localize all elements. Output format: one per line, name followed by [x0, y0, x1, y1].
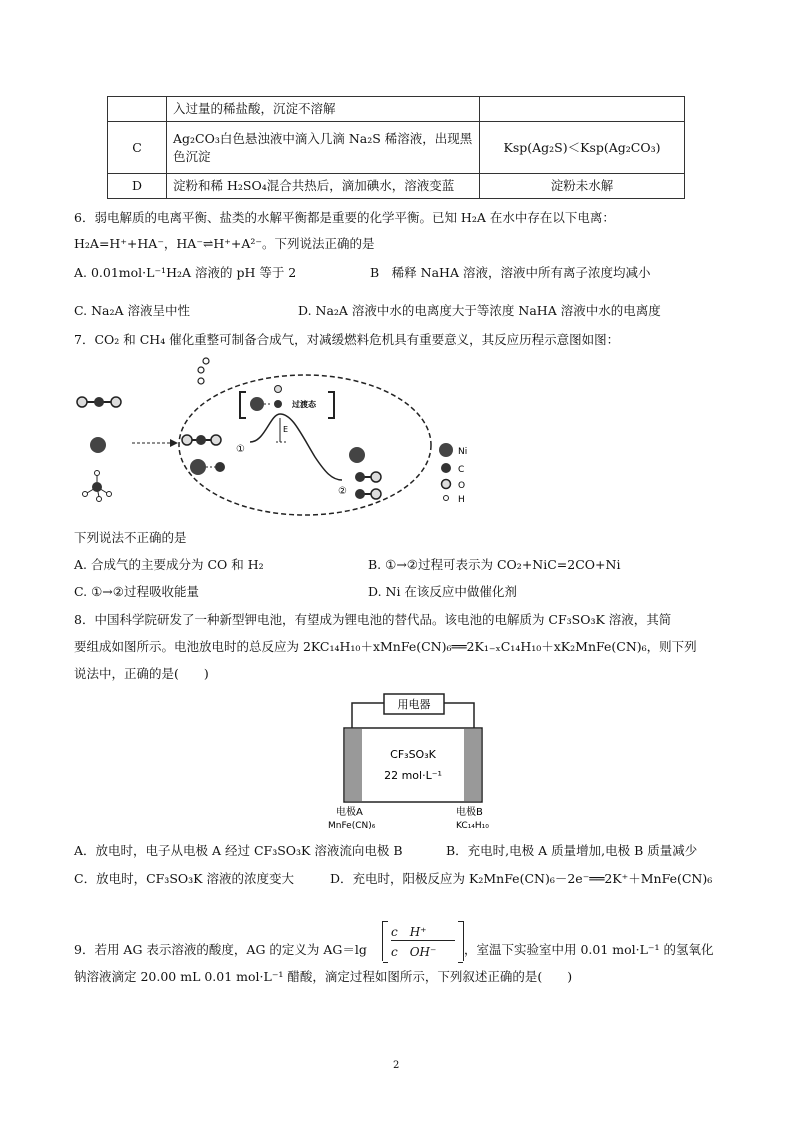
- electrode-b-label: 电极B: [456, 807, 483, 818]
- q6-option-b: B 稀释 NaHA 溶液，溶液中所有离子浓度均减小: [370, 265, 651, 280]
- co2-molecule: [77, 397, 121, 407]
- energy-label: E: [283, 425, 289, 434]
- step1-species: [182, 435, 225, 475]
- electrode-a-material: MnFe(CN)₆: [328, 821, 376, 831]
- q8-stem-line1: 8．中国科学院研发了一种新型钾电池，有望成为锂电池的替代品。该电池的电解质为 CF₃SO₃K 溶液，其简: [74, 612, 672, 627]
- h-atom: [198, 367, 204, 373]
- table-cell-experiment: 入过量的稀盐酸，沉淀不溶解: [167, 97, 480, 122]
- circuit-wire: [444, 703, 474, 728]
- electrode-b-material: KC₁₄H₁₀: [456, 821, 489, 831]
- q8-option-c: C．放电时，CF₃SO₃K 溶液的浓度变大: [74, 871, 294, 886]
- table-cell-conclusion: [480, 97, 685, 122]
- step2-label: ②: [338, 486, 347, 497]
- q7-option-c: C. ①→②过程吸收能量: [74, 584, 199, 599]
- q6-stem-line2: H₂A=H⁺+HA⁻，HA⁻⇌H⁺+A²⁻。下列说法正确的是: [74, 236, 375, 251]
- q6-stem-line1: 6．弱电解质的电离平衡、盐类的水解平衡都是重要的化学平衡。已知 H₂A 在水中存在以下电离：: [74, 210, 615, 225]
- electrode-b: [464, 729, 481, 801]
- q6-option-a: A. 0.01mol·L⁻¹H₂A 溶液的 pH 等于 2: [74, 265, 297, 280]
- table-cell-conclusion: Ksp(Ag₂S)＜Ksp(Ag₂CO₃): [480, 122, 685, 174]
- transition-state-label: 过渡态: [292, 400, 316, 409]
- ni-atom: [90, 437, 106, 453]
- battery-diagram: [320, 692, 510, 832]
- table-row: [108, 122, 685, 174]
- table-row: [108, 174, 685, 199]
- q8-option-d: D．充电时，阳极反应为 K₂MnFe(CN)₆－2e⁻══2K⁺＋MnFe(CN)₆: [330, 871, 713, 886]
- electrode-a: [345, 729, 362, 801]
- table-cell-label: [108, 97, 167, 122]
- q7-option-b: B. ①→②过程可表示为 CO₂+NiC=2CO+Ni: [368, 557, 621, 572]
- reaction-mechanism-figure: [70, 352, 490, 522]
- h-atom: [198, 378, 204, 384]
- q6-option-d: D. Na₂A 溶液中水的电离度大于等浓度 NaHA 溶液中水的电离度: [298, 303, 661, 318]
- q9-fraction-numerator: c H⁺: [391, 925, 427, 939]
- atom-legend: [439, 443, 467, 505]
- circuit-wire: [352, 703, 384, 728]
- energy-curve: [250, 414, 342, 480]
- q9-stem-line1b: ，室温下实验室中用 0.01 mol·L⁻¹ 的氢氧化: [464, 942, 714, 957]
- table-cell-label: D: [108, 174, 167, 199]
- page-number: 2: [393, 1060, 400, 1071]
- q9-stem-line2: 钠溶液滴定 20.00 mL 0.01 mol·L⁻¹ 醋酸，滴定过程如图所示，下列叙述正确的是( ): [74, 969, 573, 984]
- q7-question: 下列说法不正确的是: [74, 530, 187, 545]
- load-device-label: 用电器: [397, 698, 431, 711]
- q8-stem-line2: 要组成如图所示。电池放电时的总反应为 2KC₁₄H₁₀＋xMnFe(CN)₆══2K₁₋ₓC₁₄H₁₀＋xK₂MnFe(CN)₆，则下列: [74, 639, 697, 654]
- table-cell-conclusion: 淀粉未水解: [480, 174, 685, 199]
- q9-stem-line1a: 9．若用 AG 表示溶液的酸度，AG 的定义为 AG＝lg: [74, 942, 367, 957]
- q9-fraction: [382, 921, 464, 961]
- legend-h: H: [458, 495, 465, 505]
- legend-ni: Ni: [458, 447, 468, 457]
- arrow-head-icon: [170, 439, 178, 447]
- q7-stem: 7．CO₂ 和 CH₄ 催化重整可制备合成气，对减缓燃料危机具有重要意义，其反应历程示意图如图：: [74, 332, 620, 347]
- transition-state: [240, 386, 334, 419]
- q7-option-d: D. Ni 在该反应中做催化剂: [368, 584, 517, 599]
- table-cell-label: C: [108, 122, 167, 174]
- q9-fraction-denominator: c OH⁻: [391, 945, 437, 959]
- legend-o: O: [458, 481, 466, 491]
- q8-option-a: A．放电时，电子从电极 A 经过 CF₃SO₃K 溶液流向电极 B: [74, 843, 403, 858]
- table-cell-experiment: Ag₂CO₃白色悬浊液中滴入几滴 Na₂S 稀溶液，出现黑色沉淀: [167, 122, 480, 174]
- table-row: [108, 97, 685, 122]
- step2-species: [349, 447, 381, 499]
- electrolyte-container: [344, 728, 482, 802]
- electrolyte-concentration: 22 mol·L⁻¹: [384, 769, 442, 782]
- q8-option-b: B．充电时,电极 A 质量增加,电极 B 质量减少: [446, 843, 698, 858]
- experiment-table: [107, 96, 685, 199]
- q7-option-a: A. 合成气的主要成分为 CO 和 H₂: [74, 557, 264, 572]
- step1-label: ①: [236, 444, 245, 455]
- electrode-a-label: 电极A: [336, 807, 363, 818]
- ch4-molecule: [83, 471, 112, 502]
- q6-option-c: C. Na₂A 溶液呈中性: [74, 303, 190, 318]
- legend-c: C: [458, 465, 465, 475]
- table-cell-experiment: 淀粉和稀 H₂SO₄混合共热后，滴加碘水，溶液变蓝: [167, 174, 480, 199]
- q8-stem-line3: 说法中，正确的是( ): [74, 666, 209, 681]
- h-atom: [203, 358, 209, 364]
- electrolyte-label: CF₃SO₃K: [390, 748, 436, 761]
